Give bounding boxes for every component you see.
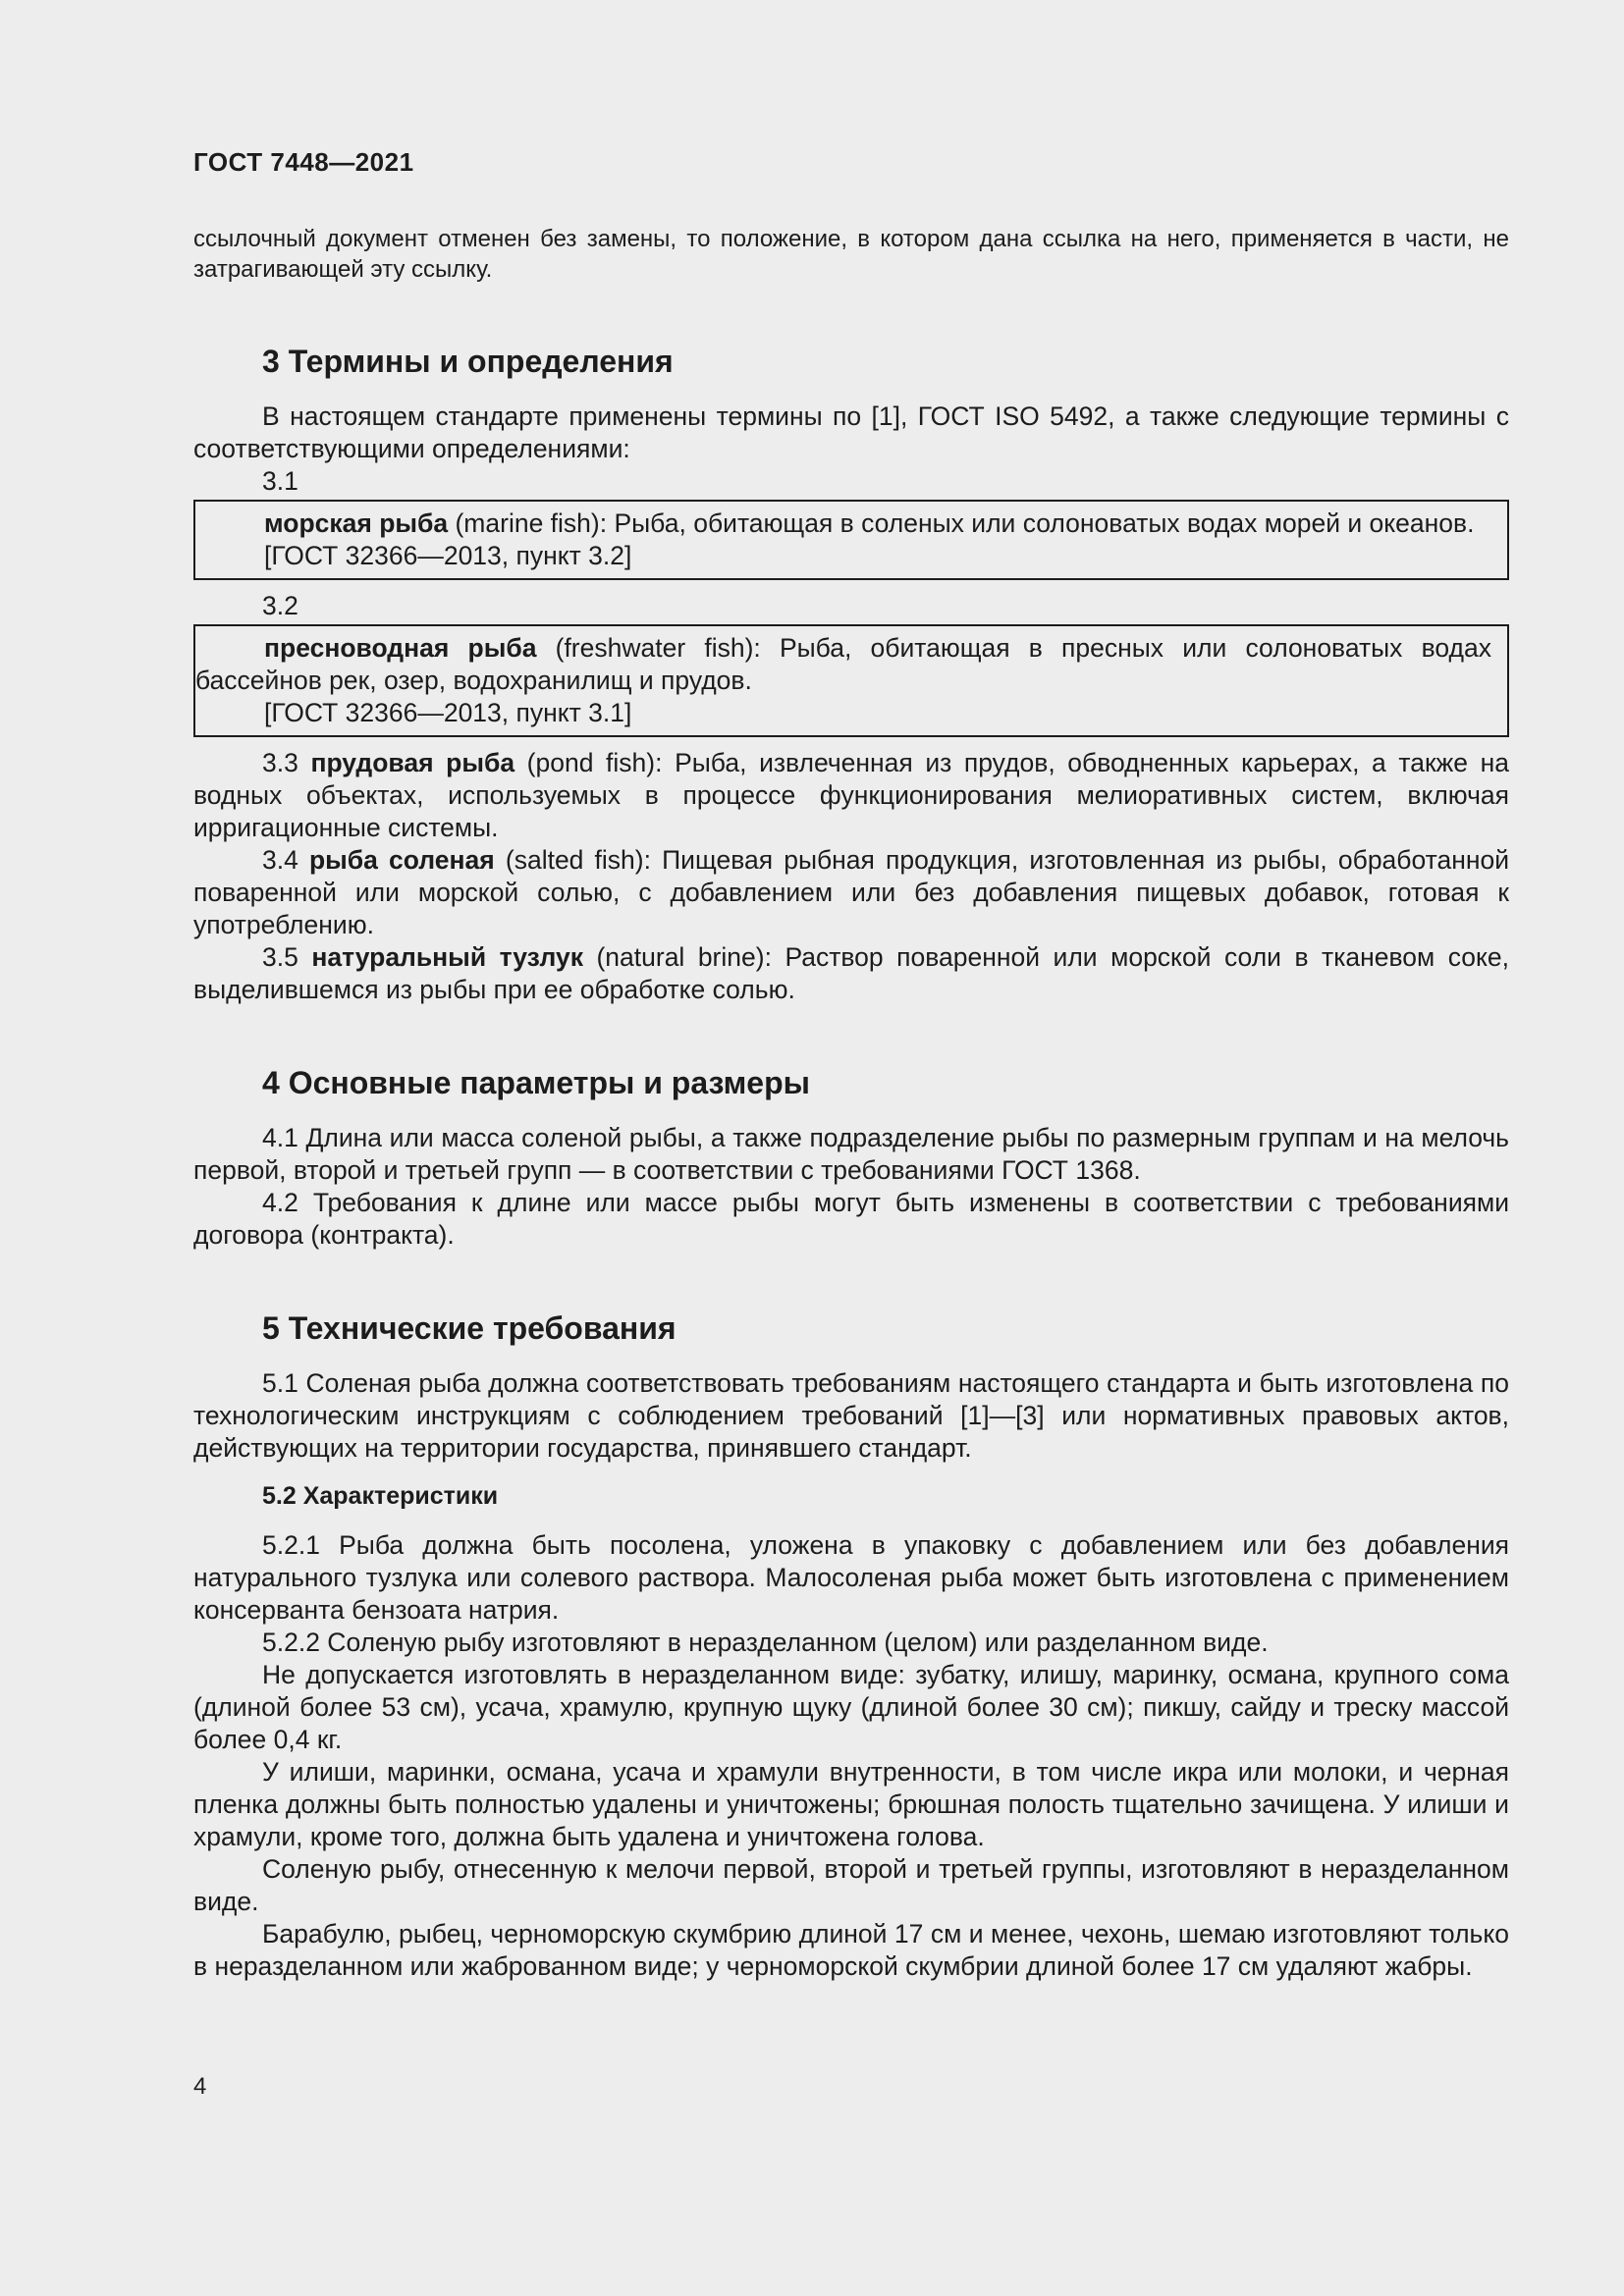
term-3-4-number: 3.4 [262,845,309,875]
page-number: 4 [193,2073,207,2100]
term-3-4-paragraph [193,844,1509,941]
term-3-1-definition [195,507,1491,540]
term-3-4-term: рыба соленая [308,845,495,875]
term-3-1-source: [ГОСТ 32366—2013, пункт 3.2] [264,541,632,570]
term-3-5-text: (natural brine): Раствор поваренной или морской соли в тканевом соке, выделившемся из рыбы при ее обработке солью. [193,942,1510,1004]
term-3-3-term: прудовая рыба [310,748,515,777]
term-3-3-text: (pond fish): Рыба, извлеченная из прудов, обводненных карьерах, а также на водных объектах, используемых в процессе функционирования мелиоративных систем, включая ирригационные системы. [193,748,1509,842]
clause-4-2: 4.2 Требования к длине или массе рыбы могут быть изменены в соответствии с требованиями договора (контракта). [193,1188,1509,1250]
term-3-1-term: морская рыба [264,508,449,538]
term-3-5-paragraph [193,941,1509,1006]
term-3-2-term: пресноводная рыба [264,633,537,663]
term-3-2-definition [195,632,1491,697]
term-3-5-term: натуральный тузлук [311,942,583,972]
section-3-lead: В настоящем стандарте применены термины по [1], ГОСТ ISO 5492, а также следующие термины с соответствующими определениями: [193,401,1509,463]
term-3-5-number: 3.5 [262,942,312,972]
section-3-title: 3 Термины и определения [262,344,674,379]
term-3-1-box [193,500,1509,580]
term-3-3-paragraph [193,747,1509,844]
section-4-title: 4 Основные параметры и размеры [262,1065,810,1100]
term-3-2-box [193,624,1509,737]
clause-4-1: 4.1 Длина или масса соленой рыбы, а также подразделение рыбы по размерным группам и на мелочь первой, второй и третьей групп — в соответствии с требованиями ГОСТ 1368. [193,1123,1509,1185]
section-5-title: 5 Технические требования [262,1310,677,1346]
clause-5-2-2-paragraph-d: Барабулю, рыбец, черноморскую скумбрию длиной 17 см и менее, чехонь, шемаю изготовляют только в неразделанном или жаброванном виде; у черноморской скумбрии длиной более 17 см удаляют жабры. [193,1919,1509,1981]
term-3-2-number: 3.2 [262,591,298,620]
term-3-2-source: [ГОСТ 32366—2013, пункт 3.1] [264,698,632,727]
clause-5-2-2: 5.2.2 Соленую рыбу изготовляют в неразделанном (целом) или разделанном виде. [262,1628,1269,1657]
document-body [193,224,1509,1983]
term-3-3-number: 3.3 [262,748,311,777]
document-header: ГОСТ 7448—2021 [193,147,414,177]
clause-5-1: 5.1 Соленая рыба должна соответствовать требованиям настоящего стандарта и быть изготовлена по технологическим инструкциям с соблюдением требований [1]—[3] или нормативных правовых актов, действующих на территории государства, принявшего стандарт. [193,1368,1509,1463]
term-3-2-text: (freshwater fish): Рыба, обитающая в пресных или солоноватых водах бассейнов рек, озер, водохранилищ и прудов. [195,633,1492,695]
clause-5-2-2-paragraph-b: У илиши, маринки, османа, усача и храмули внутренности, в том числе икра или молоки, и черная пленка должны быть полностью удалены и уничтожены; брюшная полость тщательно зачищена. У илиши и храмули, кроме того, должна быть удалена и уничтожена голова. [193,1757,1509,1851]
clause-5-2-2-paragraph-c: Соленую рыбу, отнесенную к мелочи первой, второй и третьей группы, изготовляют в неразделанном виде. [193,1854,1509,1916]
subsection-5-2-title: 5.2 Характеристики [262,1482,499,1510]
term-3-1-text: (marine fish): Рыба, обитающая в соленых или солоноватых водах морей и океанов. [448,508,1475,538]
intro-paragraph: ссылочный документ отменен без замены, то положение, в котором дана ссылка на него, применяется в части, не затрагивающей эту ссылку. [193,226,1509,283]
term-3-1-number: 3.1 [262,466,298,496]
term-3-4-text: (salted fish): Пищевая рыбная продукция, изготовленная из рыбы, обработанной поваренной или морской солью, с добавлением или без добавления пищевых добавок, готовая к употреблению. [193,845,1510,939]
clause-5-2-1: 5.2.1 Рыба должна быть посолена, уложена в упаковку с добавлением или без добавления натурального тузлука или солевого раствора. Малосоленая рыба может быть изготовлена с применением консерванта бензоата натрия. [193,1530,1509,1625]
clause-5-2-2-paragraph-a: Не допускается изготовлять в неразделанном виде: зубатку, илишу, маринку, османа, крупного сома (длиной более 53 см), усача, храмулю, крупную щуку (длиной более 30 см); пикшу, сайду и треску массой более 0,4 кг. [193,1660,1509,1754]
